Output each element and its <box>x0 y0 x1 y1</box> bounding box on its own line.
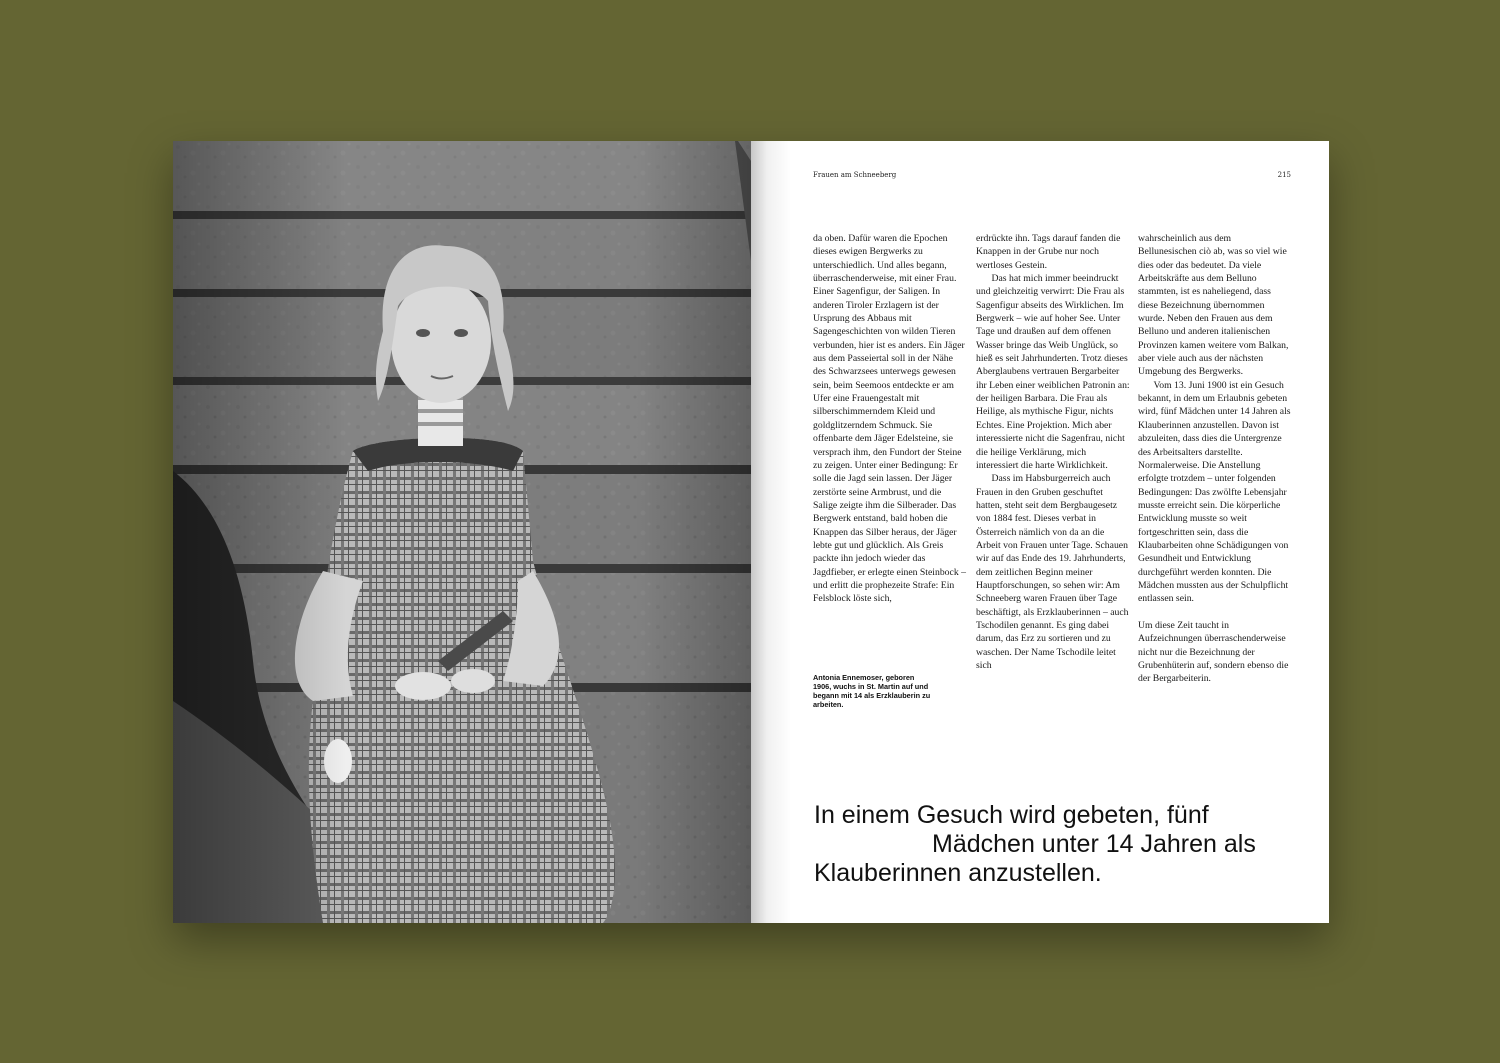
photo-girl-on-stone-steps <box>173 141 751 923</box>
column-2-paragraph-3: Dass im Habsburgerreich auch Frauen in den Gruben geschuftet hatten, steht seit dem Bergbaugesetz von 1884 fest. Dieses verbat in Österreich nämlich von da an die Arbeit von Frauen unter Tage. Schauen wir auf das Ende des 19. Jahrhunderts, dem zeitlichen Beginn meiner Hauptforschungen, so sehen wir: Am Schneeberg waren Frauen über Tage beschäftigt, als Erzklauberinnen – auch Tschodilen genannt. Es ging dabei darum, das Erz zu sortieren und zu waschen. Der Name Tschodile leitet sich <box>976 473 1129 671</box>
column-3-paragraph-1: wahrscheinlich aus dem Bellunesischen ciò ab, was so viel wie dies oder das bedeutet. Da viele Arbeitskräfte aus dem Belluno stammten, ist es naheliegend, dass diese Bezeichnung übernommen wurde. Neben den Frauen aus dem Belluno und anderen italienischen Provinzen kamen weitere vom Balkan, aber viele auch aus der nächsten Umgebung des Bergwerks. <box>1138 233 1289 378</box>
photo-caption: Antonia Ennemoser, geboren 1906, wuchs in St. Martin auf und begann mit 14 als Erzklauberin zu arbeiten. <box>813 673 931 709</box>
page-number: 215 <box>1277 171 1291 179</box>
column-3-paragraph-2: Vom 13. Juni 1900 ist ein Gesuch bekannt, in dem um Erlaubnis gebeten wird, fünf Mädchen unter 14 Jahren als Klauberinnen anzustellen. Davon ist abzuleiten, dass dies die Untergrenze des Arbeitsalters darstellte. Normalerweise. Die Anstellung erfolgte trotzdem – unter folgenden Bedingungen: Das zwölfte Lebensjahr musste erreicht sein. Die körperliche Entwicklung musste so weit fortgeschritten sein, dass die Klaubarbeiten ohne Schädigungen von Gesundheit und Entwicklung durchgeführt werden konnten. Die Mädchen mussten aus der Schulpflicht entlassen sein. <box>1138 379 1291 605</box>
pull-quote <box>814 801 1304 888</box>
gutter-shadow <box>751 141 791 923</box>
column-1-paragraph-1: da oben. Dafür waren die Epochen dieses ewigen Bergwerks zu unterschiedlich. Und alles begann, überraschenderweise, mit einer Frau. Einer Sagenfigur, der Saligen. In anderen Tiroler Erzlagern ist der Ursprung des Abbaus mit Sagengeschichten von wilden Tieren verbunden, hier ist es anders. Ein Jäger aus dem Passeiertal soll in der Nähe des Schwarzsees unterwegs gewesen sein, beim Seemoos entdeckte er am Ufer eine Frauengestalt mit silberschimmerndem Kleid und goldglitzerndem Schmuck. Sie offenbarte dem Jäger Edelsteine, sie versprach ihm, den Fundort der Steine zu zeigen. Unter einer Bedingung: Er solle die Jagd sein lassen. Der Jäger zerstörte seine Armbrust, und die Salige zeigte ihm die Silberader. Das Bergwerk entstand, bald hoben die Knappen das Silber heraus, der Jäger lebte gut und glücklich. Als Greis packte ihn jedoch wieder das Jagdfieber, er erlegte einen Steinbock – und erlitt die prophezeite Strafe: Ein Felsblock löste sich, <box>813 233 966 605</box>
text-column-3 <box>1138 232 1292 686</box>
right-page-text <box>751 141 1329 923</box>
pull-quote-line-1: In einem Gesuch wird gebeten, fünf <box>814 801 1209 829</box>
text-column-2 <box>976 232 1130 672</box>
running-head: Frauen am Schneeberg <box>813 171 897 179</box>
text-column-1 <box>813 232 967 606</box>
column-2-paragraph-2: Das hat mich immer beeindruckt und gleichzeitig verwirrt: Die Frau als Sagenfigur abseits des Wirklichen. Im Bergwerk – wie auf hoher See. Unter Tage und draußen auf dem offenen Wasser bringe das Weib Unglück, so hieß es seit Jahrhunderten. Trotz dieses Aberglaubens vertrauen Bergarbeiter ihr Leben einer weiblichen Patronin an: der heiligen Barbara. Die Frau als Heilige, als mythische Figur, nichts Echtes. Eine Projektion. Mich aber interessierte nicht die Sagenfrau, nicht die heilige Verklärung, mich interessiert die harte Wirklichkeit. <box>976 273 1130 471</box>
pull-quote-line-3: Klauberinnen anzustellen. <box>814 859 1102 887</box>
column-3-paragraph-3: Um diese Zeit taucht in Aufzeichnungen überraschenderweise nicht nur die Bezeichnung der Grubenhüterin auf, sondern ebenso die der Bergarbeiterin. <box>1138 619 1289 685</box>
column-2-paragraph-1: erdrückte ihn. Tags darauf fanden die Knappen in der Grube nur noch wertloses Gestein. <box>976 233 1121 271</box>
left-page-photo <box>173 141 751 923</box>
pull-quote-line-2: Mädchen unter 14 Jahren als <box>932 830 1256 858</box>
magazine-spread <box>173 141 1329 923</box>
